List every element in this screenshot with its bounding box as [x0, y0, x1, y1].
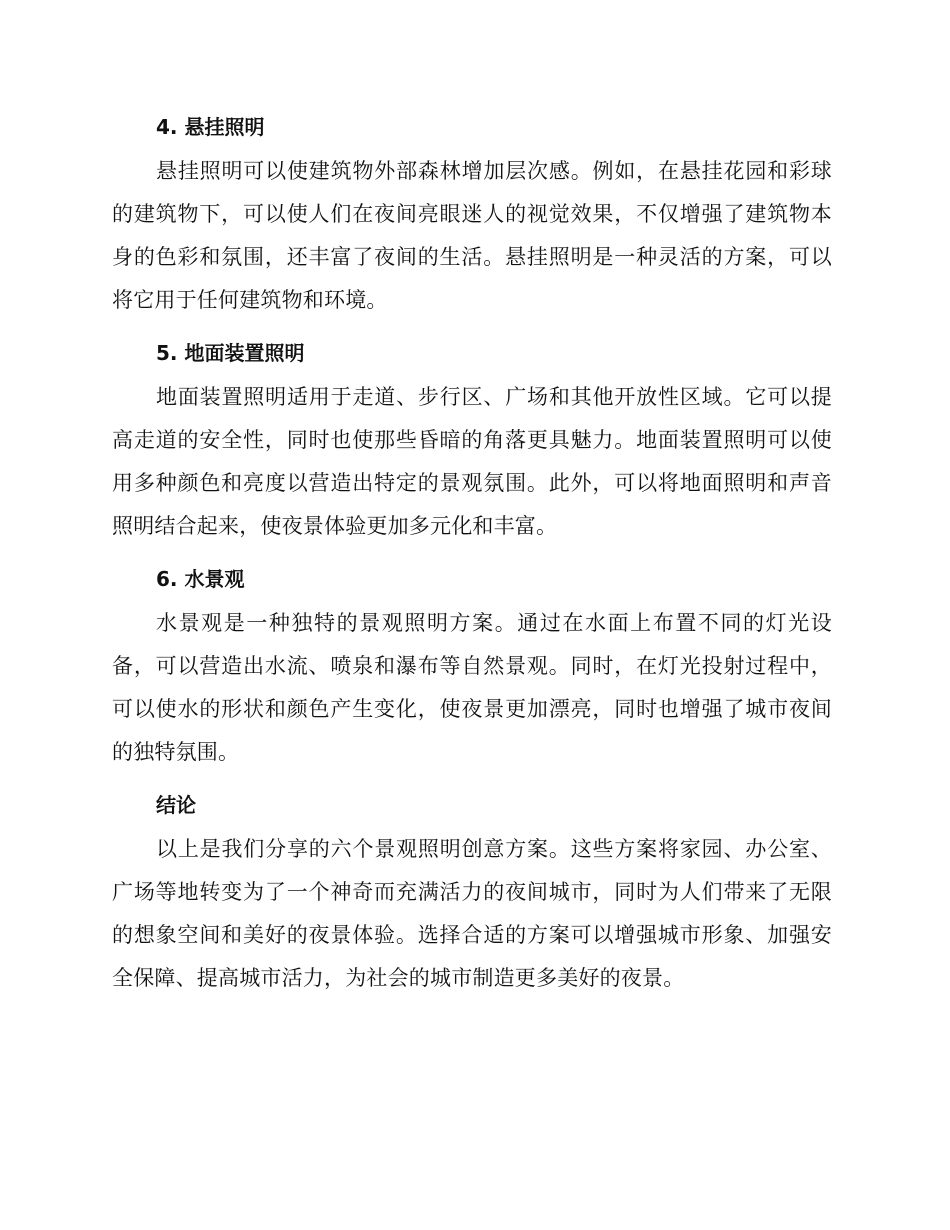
- section-ground-lighting: [112, 330, 832, 548]
- section-paragraph: 以上是我们分享的六个景观照明创意方案。这些方案将家园、办公室、广场等地转变为了一个神奇而充满活力的夜间城市，同时为人们带来了无限的想象空间和美好的夜景体验。选择合适的方案可以增强城市形象、加强安全保障、提高城市活力，为社会的城市制造更多美好的夜景。: [112, 837, 832, 990]
- section-conclusion: [112, 782, 832, 1000]
- section-paragraph: 水景观是一种独特的景观照明方案。通过在水面上布置不同的灯光设备，可以营造出水流、喷泉和瀑布等自然景观。同时，在灯光投射过程中，可以使水的形状和颜色产生变化，使夜景更加漂亮，同时也增强了城市夜间的独特氛围。: [112, 611, 832, 764]
- document-page: [112, 104, 832, 1008]
- section-water-landscape: [112, 556, 832, 774]
- section-heading: 结论: [156, 793, 196, 817]
- section-heading: 4. 悬挂照明: [156, 115, 265, 139]
- section-paragraph: 地面装置照明适用于走道、步行区、广场和其他开放性区域。它可以提高走道的安全性，同时也使那些昏暗的角落更具魅力。地面装置照明可以使用多种颜色和亮度以营造出特定的景观氛围。此外，可以将地面照明和声音照明结合起来，使夜景体验更加多元化和丰富。: [112, 385, 832, 538]
- section-heading: 6. 水景观: [156, 567, 245, 591]
- section-paragraph: 悬挂照明可以使建筑物外部森林增加层次感。例如，在悬挂花园和彩球的建筑物下，可以使人们在夜间亮眼迷人的视觉效果，不仅增强了建筑物本身的色彩和氛围，还丰富了夜间的生活。悬挂照明是一种灵活的方案，可以将它用于任何建筑物和环境。: [112, 159, 832, 312]
- section-heading: 5. 地面装置照明: [156, 341, 305, 365]
- section-hanging-lighting: [112, 104, 832, 322]
